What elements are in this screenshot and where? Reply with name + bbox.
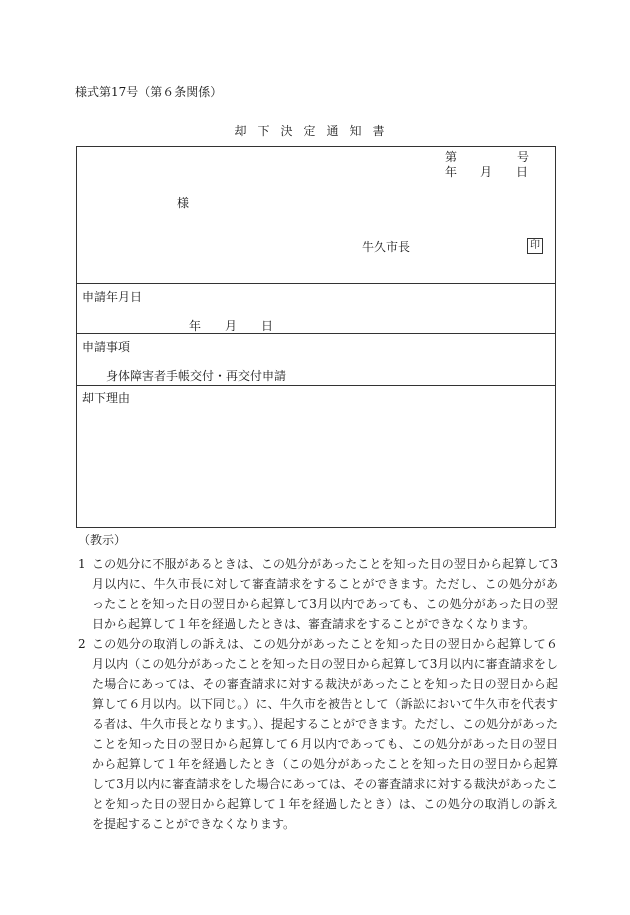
notice-number-prefix: 第 xyxy=(445,150,458,164)
instruction-text: この処分に不服があるときは、この処分があったことを知った日の翌日から起算して3月以内に、牛久市長に対して審査請求をすることができます。ただし、この処分があったことを知った日の翌日から起算して3月以内であっても、この処分があった日の翌日から起算して１年を経過したときは、審査請求をすることができなくなります。 xyxy=(92,557,558,631)
notice-date-day: 日 xyxy=(516,165,529,179)
divider-line xyxy=(77,385,555,386)
notice-date-month: 月 xyxy=(480,165,493,179)
instruction-item xyxy=(78,554,558,634)
notice-number-suffix: 号 xyxy=(517,150,530,164)
instruction-number: 1 xyxy=(78,557,86,571)
application-date-year: 年 xyxy=(189,319,202,333)
form-number-label: 様式第17号（第６条関係） xyxy=(75,85,223,99)
divider-line xyxy=(77,333,555,334)
application-matter-value: 身体障害者手帳交付・再交付申請 xyxy=(106,369,287,383)
seal-mark: 印 xyxy=(527,238,543,254)
application-date-day: 日 xyxy=(261,319,274,333)
divider-line xyxy=(77,283,555,284)
issuer-name: 牛久市長 xyxy=(362,240,411,254)
instruction-number: 2 xyxy=(78,637,86,651)
application-matter-label: 申請事項 xyxy=(82,340,131,354)
instructions-heading: （教示） xyxy=(78,533,127,547)
application-date-label: 申請年月日 xyxy=(82,290,143,304)
addressee-suffix: 様 xyxy=(177,196,190,210)
document-title: 却下決定通知書 xyxy=(234,124,396,138)
notice-date-year: 年 xyxy=(445,165,458,179)
rejection-reason-label: 却下理由 xyxy=(82,391,131,405)
instructions-section xyxy=(78,530,558,834)
notice-form-table xyxy=(76,146,556,528)
instruction-item xyxy=(78,634,558,834)
instruction-text: この処分の取消しの訴えは、この処分があったことを知った日の翌日から起算して６月以内（この処分があったことを知った日の翌日から起算して3月以内に審査請求をした場合にあっては、その審査請求に対する裁決があったことを知った日の翌日から起算して６月以内。以下同じ。）に、牛久市を被告として（訴訟において牛久市を代表する者は、牛久市長となります。）、提起することができます。ただし、この処分があったことを知った日の翌日から起算して６月以内であっても、この処分があった日の翌日から起算して１年を経過したとき（この処分があったことを知った日の翌日から起算して3月以内に審査請求をした場合にあっては、その審査請求に対する裁決があったことを知った日の翌日から起算して１年を経過したとき）は、この処分の取消しの訴えを提起することができなくなります。 xyxy=(92,637,558,831)
application-date-month: 月 xyxy=(225,319,238,333)
